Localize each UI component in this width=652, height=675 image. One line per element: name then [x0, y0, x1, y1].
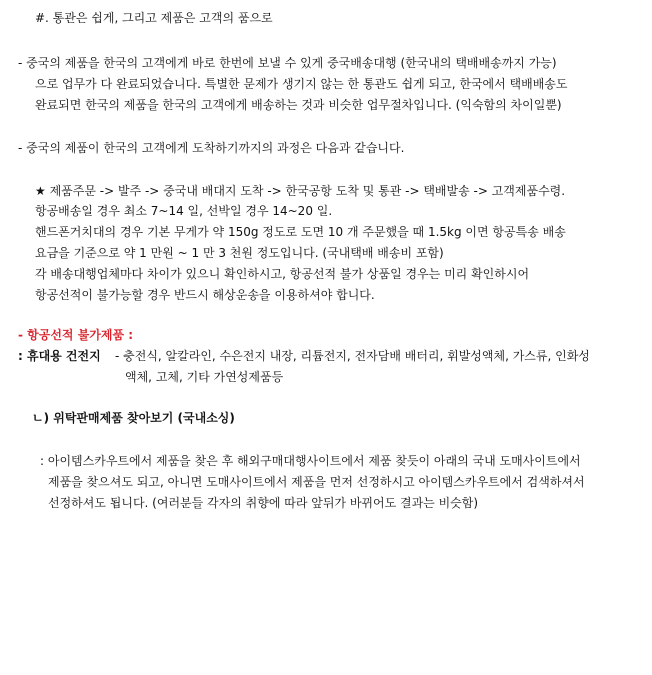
section2-title: ㄴ) 위탁판매제품 찾아보기 (국내소싱): [32, 411, 235, 425]
section2-line1: : 아이템스카우트에서 제품을 찾은 후 해외구매대행사이트에서 제품 찾듯이 아래의 국내 도매사이트에서: [40, 454, 581, 468]
process-line2: 항공배송일 경우 최소 7~14 일, 선박일 경우 14~20 일.: [35, 204, 333, 218]
process-line3: 핸드폰거치대의 경우 기본 무게가 약 150g 정도로 도면 10 개 주문했을 때 1.5kg 이면 항공특송 배송: [35, 225, 566, 239]
section2-line3: 선정하셔도 됩니다. (여러분들 각자의 취향에 따라 앞뒤가 바뀌어도 결과는 비슷함): [48, 496, 479, 510]
section-heading: #. 통관은 쉽게, 그리고 제품은 고객의 품으로: [35, 11, 273, 25]
process-line6: 항공선적이 불가능할 경우 반드시 해상운송을 이용하셔야 합니다.: [35, 288, 375, 302]
para1-line3: 완료되면 한국의 제품을 한국의 고객에게 배송하는 것과 비슷한 업무절차입니다. (익숙함의 차이일뿐): [35, 98, 562, 112]
prohibited-prefix: : 휴대용 건전지: [18, 349, 101, 363]
para2-line: - 중국의 제품이 한국의 고객에게 도착하기까지의 과정은 다음과 같습니다.: [18, 141, 405, 155]
process-line5: 각 배송대행업체마다 차이가 있으니 확인하시고, 항공선적 불가 상품일 경우는 미리 확인하시어: [35, 267, 530, 281]
para1-line1: - 중국의 제품을 한국의 고객에게 바로 한번에 보낼 수 있게 중국배송대행 (한국내의 택배배송까지 가능): [18, 56, 557, 70]
process-line4: 요금을 기준으로 약 1 만원 ~ 1 만 3 천원 정도입니다. (국내택배 배송비 포함): [35, 246, 444, 260]
para1-line2: 으로 업무가 다 완료되었습니다. 특별한 문제가 생기지 않는 한 통관도 쉽게 되고, 한국에서 택배배송도: [35, 77, 568, 91]
prohibited-line2: 액체, 고체, 기타 가연성제품등: [125, 370, 284, 384]
prohibited-title: - 항공선적 불가제품 :: [18, 328, 134, 342]
prohibited-line1: - 충전식, 알칼라인, 수은전지 내장, 리튬전지, 전자담배 배터리, 휘발성액체, 가스류, 인화성: [115, 349, 590, 363]
section2-line2: 제품을 찾으셔도 되고, 아니면 도매사이트에서 제품을 먼저 선정하시고 아이템스카우트에서 검색하셔서: [48, 475, 585, 489]
process-line1: ★ 제품주문 -> 발주 -> 중국내 배대지 도착 -> 한국공항 도착 및 통관 -> 택배발송 -> 고객제품수령.: [35, 184, 566, 198]
